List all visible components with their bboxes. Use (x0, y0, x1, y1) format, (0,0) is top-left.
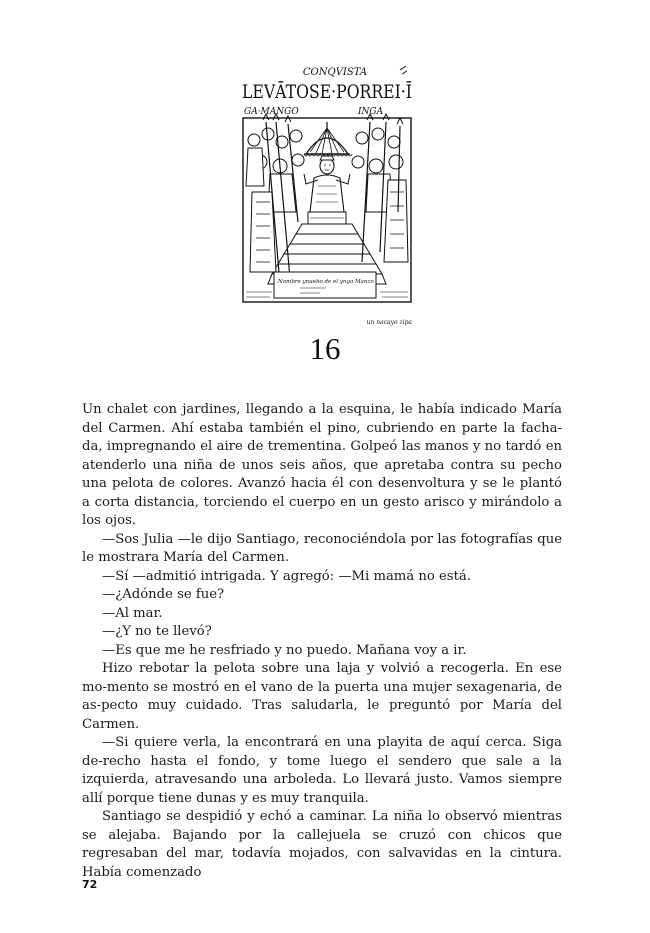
paragraph: Santiago se despidió y echó a caminar. La niña lo observó mientras se alejaba. Bajando por la callejuela se cruzó con chicos que regresaban del mar, todavía mojados, con salvavidas en la cintura. Había comenzado (82, 809, 562, 880)
paragraph: —¿Y no te llevó? (102, 624, 212, 639)
inca-woodcut-drawing (240, 62, 448, 328)
paragraph: —Al mar. (102, 605, 163, 621)
illustration-caption-sub-right: INGA (358, 107, 384, 117)
chapter-number: 16 (309, 331, 341, 366)
paragraph: —Sí —admitió intrigada. Y agregó: —Mi mamá no está. (102, 568, 471, 584)
paragraph: —Sos Julia —le dijo Santiago, reconociéndola por las fotografías que le mostrara María del Carmen. (82, 531, 562, 565)
paragraph: —Es que me he resfriado y no puedo. Mañana voy a ir. (102, 642, 467, 658)
chapter-illustration (240, 62, 448, 328)
illustration-inner-label: Nombre ynuebo de el ynga Manco (278, 279, 374, 285)
chapter-body-text (82, 401, 562, 882)
illustration-caption-top: CONQVISTA (302, 67, 368, 78)
page-number: 72 (82, 878, 98, 891)
paragraph: —¿Adónde se fue? (102, 587, 225, 602)
paragraph: Un chalet con jardines, llegando a la esquina, le había indicado María del Carmen. Ahí estaba también el pino, cubriendo en parte la facha-da, impregnando el aire de trementina. Golpeó las manos y no tardó en atenderlo una niña de unos seis años, que apretaba contra su pecho una pelota de colores. Avanzó hacia él con desenvoltura y se le plantó a corta distancia, torciendo el cuerpo en un gesto arisco y mirándolo a los ojos. (82, 402, 562, 528)
paragraph: Hizo rebotar la pelota sobre una laja y volvió a recogerla. En ese mo-mento se mostró en el vano de la puerta una mujer sexagenaria, de as-pecto muy cuidado. Tras saludarla, le preguntó por María del Carmen. (82, 661, 562, 732)
illustration-signature: un nacayo zipa (366, 319, 412, 326)
illustration-caption-main: LEVĀTOSE·PORREI·Ī (242, 81, 448, 103)
illustration-caption-sub-left: GA·MANGO (244, 107, 299, 117)
paragraph: —Si quiere verla, la encontrará en una playita de aquí cerca. Siga de-recho hasta el fondo, y tome luego el sendero que sale a la izquierda, atravesando una arboleda. Lo llevará justo. Vamos siempre allí porque tiene dunas y es muy tranquila. (82, 735, 562, 806)
